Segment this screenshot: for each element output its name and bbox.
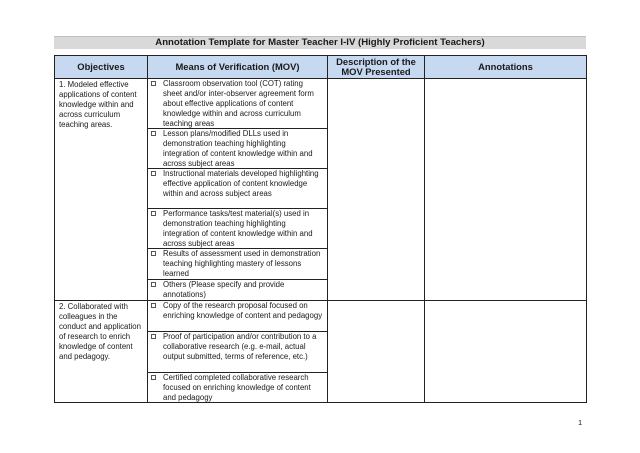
mov-item [148,373,327,402]
checkbox-icon[interactable] [151,131,156,136]
page-number: 1 [578,418,583,427]
objective-text: 2. Collaborated with colleagues in the conduct and application of research to enrich knowledge of content and pedagogy. [59,302,141,361]
mov-item [148,249,327,280]
mov-text: Others (Please specify and provide annotations) [163,280,285,299]
mov-cell [148,79,328,301]
objective-cell [55,301,148,403]
checkbox-icon[interactable] [151,375,156,380]
checkbox-icon[interactable] [151,251,156,256]
mov-text: Results of assessment used in demonstration teaching highlighting mastery of lessons learned [163,249,321,278]
mov-text: Instructional materials developed highlighting effective application of content knowledge within and across subject areas [163,169,319,198]
header-objectives: Objectives [55,56,148,79]
mov-cell [148,301,328,403]
mov-item [148,280,327,300]
table-row [55,301,587,403]
annotation-cell[interactable] [425,301,587,403]
mov-item [148,301,327,332]
mov-text: Classroom observation tool (COT) rating sheet and/or inter-observer agreement form about effective applications of content knowledge within and across curriculum teaching areas [163,79,314,128]
objective-cell [55,79,148,301]
checkbox-icon[interactable] [151,282,156,287]
table-row [55,79,587,301]
mov-item [148,129,327,169]
objective-text: 1. Modeled effective applications of content knowledge within and across curriculum teaching areas. [59,80,137,129]
description-cell[interactable] [328,301,425,403]
header-mov: Means of Verification (MOV) [148,56,328,79]
mov-item [148,332,327,373]
checkbox-icon[interactable] [151,171,156,176]
mov-text: Certified completed collaborative research focused on enriching knowledge of content and pedagogy [163,373,311,402]
mov-item [148,79,327,129]
mov-item [148,209,327,249]
checkbox-icon[interactable] [151,303,156,308]
annotation-table [54,55,587,403]
checkbox-icon[interactable] [151,334,156,339]
mov-text: Copy of the research proposal focused on enriching knowledge of content and pedagogy [163,301,323,320]
document-title: Annotation Template for Master Teacher I-IV (Highly Proficient Teachers) [54,36,586,49]
mov-text: Proof of participation and/or contribution to a collaborative research (e.g. e-mail, actual output submitted, terms of reference, etc.) [163,332,317,361]
header-description: Description of the MOV Presented [328,56,425,79]
mov-text: Lesson plans/modified DLLs used in demonstration teaching highlighting integration of content knowledge within and across subject areas [163,129,313,168]
checkbox-icon[interactable] [151,211,156,216]
header-annotations: Annotations [425,56,587,79]
description-cell[interactable] [328,79,425,301]
mov-item [148,169,327,209]
checkbox-icon[interactable] [151,81,156,86]
annotation-cell[interactable] [425,79,587,301]
mov-text: Performance tasks/test material(s) used in demonstration teaching highlighting integration of content knowledge within and across subject areas [163,209,313,248]
header-row [55,56,587,79]
